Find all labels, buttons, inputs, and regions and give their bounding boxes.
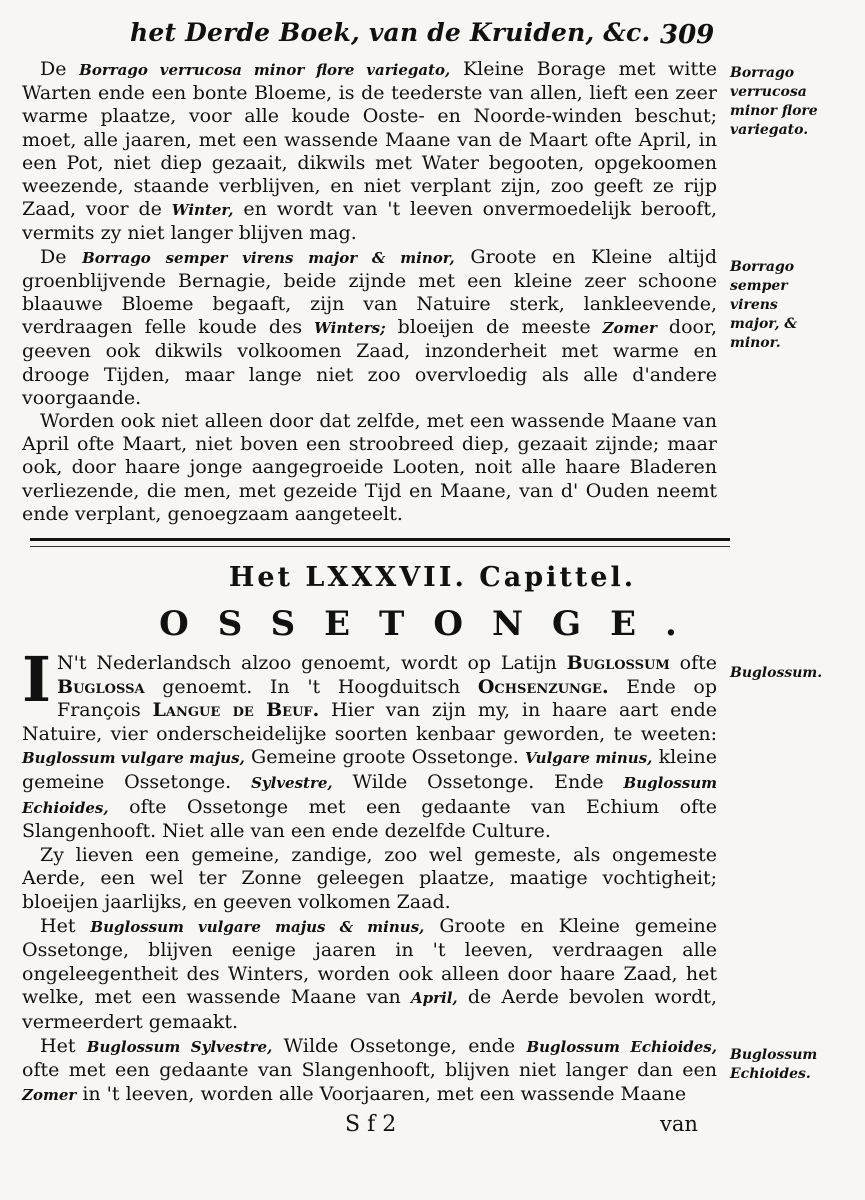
latin-name: Borrago semper virens major & minor, <box>82 248 455 267</box>
signature-mark: S f 2 <box>345 1112 397 1137</box>
paragraph-text: Groote en Kleine gemeine Ossetonge, blijven eenige jaaren in 't leeven, verdraagen alle ongeleegentheit des Winters, worden ook alleen door haare Zaad, het welke, met een wassende Maane van <box>22 914 718 1009</box>
paragraph-lead: Het <box>40 914 76 937</box>
margin-note-borrago-semper-virens: Borrago semper virens major, & minor. <box>730 259 798 351</box>
margin-note-borrago-verrucosa: Borrago verrucosa minor flore variegato. <box>730 65 818 138</box>
paragraph-text: kleine gemeine Ossetonge. <box>22 746 717 793</box>
paragraph-borrago-verrucosa <box>22 58 717 246</box>
latin-name: Buglossum Sylvestre, <box>86 1037 273 1056</box>
paragraph-vulgare <box>22 915 717 1035</box>
term-winters: Winters; <box>314 319 386 338</box>
section-divider <box>30 538 730 547</box>
paragraph-ossetonge-intro <box>22 643 718 844</box>
catchword: van <box>660 1112 698 1136</box>
latin-name: Buglossum Echioides, <box>22 773 717 817</box>
paragraph-lead: Het <box>40 1034 76 1057</box>
paragraph-text: door, geeven ook dikwils volkoomen Zaad, inzonderheit met warme en drooge Tijden, maar lange niet zoo overvloedig als alle d'andere voorgaande. <box>22 316 717 409</box>
term-april: April, <box>410 989 458 1008</box>
latin-name: Buglossum <box>566 652 670 674</box>
term-winter: Winter, <box>171 201 234 220</box>
paragraph-text: ofte Ossetonge met een gedaante van Echium ofte Slangenhooft. Niet alle van een ende dezelfde Culture. <box>22 795 717 843</box>
running-title: het Derde Boek, van de Kruiden, &c. <box>130 18 651 47</box>
paragraph-sylvestre <box>22 1035 717 1108</box>
paragraph-lead: De <box>40 58 67 80</box>
latin-name: Buglossa <box>57 675 145 698</box>
latin-name: Vulgare minus, <box>524 749 653 768</box>
paragraph-text: ofte <box>679 652 717 674</box>
paragraph-text: Groote en Kleine altijd groenblijvende Bernagie, beide zijnde met een kleine zeer schoone blaauwe Bloeme begaaft, zijn van Natuire sterk, lankleevende, verdraagen felle koude des <box>22 245 717 339</box>
chapter-heading: Het LXXXVII. Capittel. <box>228 562 637 593</box>
paragraph-borrago-semper-virens <box>22 246 717 410</box>
section-ossetonge <box>22 643 718 1107</box>
paragraph-soil: Zy lieven een gemeine, zandige, zoo wel gemeste, als ongemeste Aerde, een wel ter Zonne geleegen plaatze, maatige vochtigheit; bloeijen jaarlijks, en geeven volkomen Zaad. <box>22 843 717 913</box>
paragraph-text: in 't leeven, worden alle Voorjaaren, met een wassende Maane <box>82 1082 687 1105</box>
paragraph-text: Ende op François <box>57 675 718 722</box>
paragraph-text: en wordt van 't leeven onvermoedelijk berooft, vermits zy niet langer blijven mag. <box>22 198 717 245</box>
paragraph-text: Wilde Ossetonge. Ende <box>352 770 604 793</box>
paragraph-text: Wilde Ossetonge, ende <box>283 1034 516 1057</box>
latin-name: Sylvestre, <box>251 773 333 792</box>
paragraph-text: Kleine Borage met witte Warten ende een bonte Bloeme, is de teederste van allen, lieft een zeer warme plaatze, voor alle koude Ooste- en Noorde-winden beschut; moet, alle jaaren, met een wassende Maane van de Maart ofte April, in een Pot, niet diep gezaait, dikwils met Water begooten, opgekoomen weezende, staande verblijven, en niet verplant zijn, zoo geeft ze rijp Zaad, voor de <box>22 58 718 221</box>
paragraph-text: de Aerde bevolen wordt, vermeerdert gemaakt. <box>22 986 717 1033</box>
paragraph-lead: De <box>40 245 67 268</box>
paragraph-text: N't Nederlandsch alzoo genoemt, wordt op Latijn <box>57 652 557 674</box>
drop-cap: I <box>22 643 52 716</box>
paragraph-text: Gemeine groote Ossetonge. <box>251 746 519 769</box>
french-name: Langue de Beuf. <box>152 699 320 722</box>
term-zomer: Zomer <box>602 319 657 338</box>
paragraph-text: bloeijen de meeste <box>397 316 591 339</box>
latin-name: Borrago verrucosa minor flore variegato, <box>79 61 451 79</box>
term-zomer: Zomer <box>22 1085 77 1104</box>
paragraph-text: ofte met een gedaante van Slangenhooft, blijven niet langer dan een <box>22 1059 717 1082</box>
latin-name: Buglossum vulgare majus, <box>22 749 245 768</box>
german-name: Ochsenzunge. <box>477 675 609 698</box>
margin-note-buglossum-echioides: Buglossum Echioides. <box>730 1047 818 1082</box>
latin-name: Buglossum Echioides, <box>526 1037 717 1056</box>
section-borrago <box>22 58 717 526</box>
paragraph-text: Hier van zijn my, in haare aart ende Natuire, vier onderscheidelijke soorten kenbaar geworden, te weeten: <box>22 699 717 745</box>
margin-note-buglossum: Buglossum. <box>730 665 823 681</box>
chapter-title: OSSETONGE. <box>159 604 706 644</box>
latin-name: Buglossum vulgare majus & minus, <box>90 917 425 936</box>
paragraph-text: genoemt. In 't Hoogduitsch <box>162 675 461 698</box>
paragraph-propagation: Worden ook niet alleen door dat zelfde, met een wassende Maane van April ofte Maart, niet boven een stroobreed diep, gezaait zijnde; maar ook, door haare jonge aangegroeide Looten, noit alle haare Bladeren verliezende, die men, met gezeide Tijd en Maane, van d' Ouden neemt ende verplant, genoegzaam aangeteelt. <box>22 410 717 525</box>
page-number: 309 <box>660 20 715 50</box>
